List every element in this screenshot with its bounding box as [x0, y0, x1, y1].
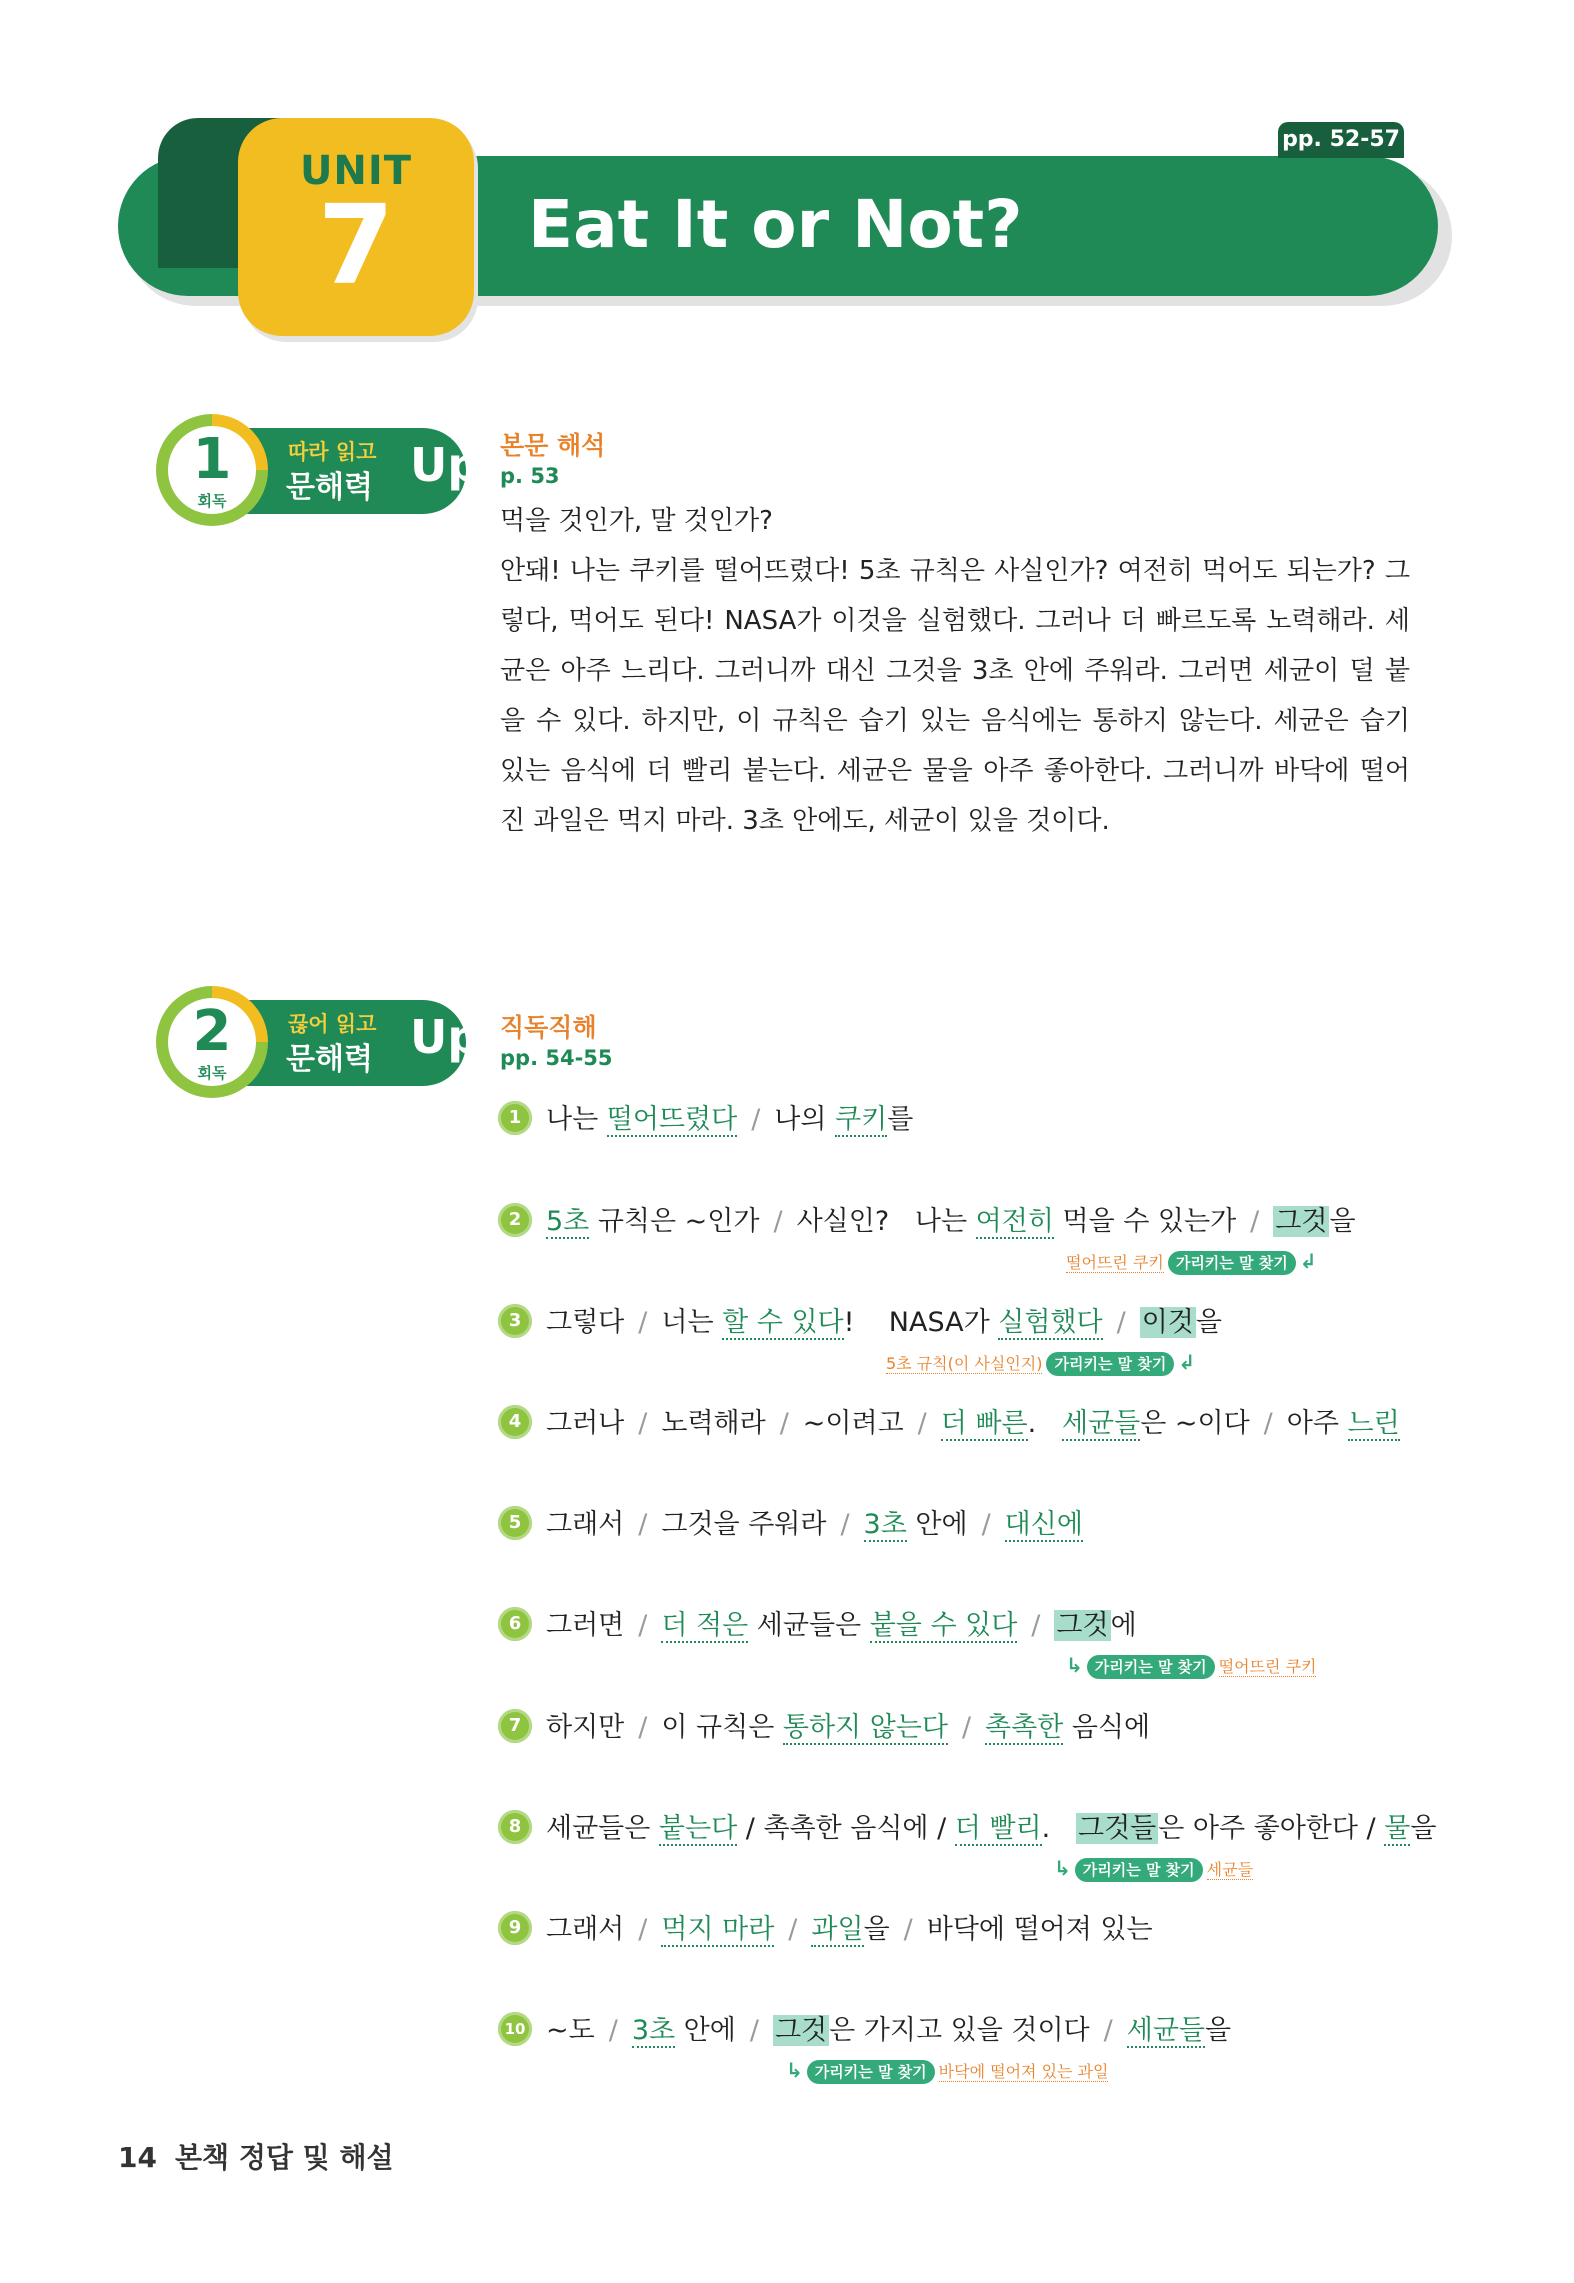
- chunk: 를: [887, 1104, 914, 1135]
- chunk: 그렇다: [546, 1307, 625, 1338]
- pronoun-highlight: 그것: [774, 2015, 828, 2046]
- annotation-2: [1066, 1247, 1316, 1275]
- referent: 바닥에 떨어져 있는 과일: [938, 2062, 1109, 2081]
- number-flower-icon: 3: [498, 1304, 532, 1338]
- chunk: 을: [863, 1914, 890, 1945]
- number-flower-icon: 5: [498, 1506, 532, 1540]
- page-footer: [118, 2136, 394, 2176]
- annotation-10: [786, 2056, 1108, 2084]
- chunk: 에: [1110, 1610, 1137, 1641]
- sentence-4: 4 그러나 / 노력해라 / ~이려고 / 더 빠른. 세균들은 ~이다 / 아주 느린: [498, 1402, 1400, 1446]
- session-number: 1: [192, 427, 232, 492]
- return-arrow-icon: ↲: [1178, 1350, 1196, 1374]
- badge-circle: [168, 998, 256, 1086]
- key-word: 먹지 마라: [661, 1914, 775, 1945]
- chunk: 은 가지고 있을 것이다: [829, 2015, 1090, 2046]
- unit-title: Eat It or Not?: [528, 186, 1023, 263]
- chunk: 하지만: [546, 1712, 625, 1743]
- session-sub: 회독: [197, 1064, 227, 1082]
- annotation-6: [1066, 1651, 1316, 1679]
- pronoun-highlight: 그것: [1056, 1610, 1109, 1641]
- key-word: 느린: [1347, 1408, 1400, 1439]
- section-title-translation: 본문 해석: [500, 431, 606, 460]
- chunk: 너는: [661, 1307, 714, 1338]
- annotation-8: [1054, 1854, 1253, 1882]
- number-flower-icon: 2: [498, 1203, 532, 1237]
- number-flower-icon: 1: [498, 1101, 532, 1135]
- chunk: 그래서: [546, 1914, 625, 1945]
- chunk: 그러나: [546, 1408, 625, 1439]
- sentence-10: 10 ~도 / 3초 안에 / 그것은 가지고 있을 것이다 / 세균들을: [498, 2009, 1231, 2053]
- sentence-6: 6 그러면 / 더 적은 세균들은 붙을 수 있다 / 그것에: [498, 1604, 1137, 1648]
- key-word: 붙을 수 있다: [869, 1610, 1018, 1641]
- sentence-9: 9 그래서 / 먹지 마라 / 과일을 / 바닥에 떨어져 있는: [498, 1908, 1153, 1952]
- pronoun-highlight: 그것들: [1077, 1813, 1157, 1844]
- unit-pages-tag: pp. 52-57: [1278, 122, 1404, 158]
- badge-circle: [168, 426, 256, 514]
- number-flower-icon: 4: [498, 1405, 532, 1439]
- chunk: 바닥에 떨어져 있는: [926, 1914, 1153, 1945]
- key-word: 실험했다: [998, 1307, 1103, 1338]
- chunk: 을: [1410, 1813, 1437, 1844]
- referent: 떨어뜨린 쿠키: [1066, 1253, 1164, 1272]
- annotation-3: [886, 1348, 1195, 1376]
- find-reference-tag: 가리키는 말 찾기: [807, 2060, 935, 2084]
- key-word: 대신에: [1004, 1509, 1083, 1540]
- chunk: NASA가: [888, 1307, 990, 1338]
- chunk: 그러면: [546, 1610, 625, 1641]
- key-word: 3초: [863, 1509, 907, 1540]
- unit-number: 7: [317, 181, 395, 309]
- chunk: ~도: [546, 2015, 595, 2046]
- session-number: 2: [192, 999, 232, 1064]
- key-word: 과일: [811, 1914, 864, 1945]
- key-word: 더 빠른: [940, 1408, 1028, 1439]
- session-2-badge: [156, 986, 481, 1098]
- key-word: 떨어뜨렸다: [606, 1104, 738, 1135]
- chunk: 나는: [914, 1206, 968, 1237]
- chunk: 아주: [1286, 1408, 1339, 1439]
- chunk: 노력해라: [661, 1408, 766, 1439]
- page-number: 14: [118, 2141, 157, 2174]
- chunk: 나는: [546, 1104, 599, 1135]
- number-flower-icon: 9: [498, 1911, 532, 1945]
- return-arrow-icon: ↲: [1299, 1249, 1317, 1273]
- down-right-arrow-icon: ↳: [1066, 1653, 1083, 1677]
- chunk: 세균들은: [546, 1813, 659, 1844]
- chunk: 음식에: [1063, 1712, 1151, 1743]
- down-right-arrow-icon: ↳: [786, 2058, 803, 2082]
- translation-body: 안돼! 나는 쿠키를 떨어뜨렸다! 5초 규칙은 사실인가? 여전히 먹어도 되는가? 그렇다, 먹어도 된다! NASA가 이것을 실험했다. 그러나 더 빠르도록 노력해라. 세균은 아주 느리다. 그러니까 대신 그것을 3초 안에 주워라. 그러면 세균이 덜 붙을 수 있다. 하지만, 이 규칙은 습기 있는 음식에는 통하지 않는다. 세균은 습기 있는 음식에 더 빨리 붙는다. 세균은 물을 아주 좋아한다. 그러니까 바닥에 떨어진 과일은 먹지 마라. 3초 안에도, 세균이 있을 것이다.: [500, 556, 1410, 836]
- down-right-arrow-icon: ↳: [1054, 1856, 1071, 1880]
- chunk: ~이려고: [802, 1408, 904, 1439]
- section-page: p. 53: [500, 464, 560, 488]
- chunk: 그것을 주워라: [661, 1509, 827, 1540]
- sentence-7: 7 하지만 / 이 규칙은 통하지 않는다 / 촉촉한 음식에: [498, 1706, 1150, 1750]
- key-word: 여전히: [975, 1206, 1054, 1237]
- number-flower-icon: 10: [498, 2012, 532, 2046]
- key-word: 더 적은: [661, 1610, 749, 1641]
- key-word: 통하지 않는다: [782, 1712, 948, 1743]
- up-icon: Up: [410, 1010, 481, 1064]
- unit-label: UNIT: [299, 148, 413, 194]
- chunk: / 촉촉한 음식에 /: [745, 1813, 947, 1844]
- pronoun-highlight: 이것: [1141, 1307, 1194, 1338]
- number-flower-icon: 6: [498, 1607, 532, 1641]
- chunk: 을: [1195, 1307, 1222, 1338]
- badge-line1: 따라 읽고: [288, 440, 377, 464]
- find-reference-tag: 가리키는 말 찾기: [1087, 1655, 1215, 1679]
- footer-label: 본책 정답 및 해설: [174, 2141, 394, 2174]
- find-reference-tag: 가리키는 말 찾기: [1075, 1858, 1203, 1882]
- find-reference-tag: 가리키는 말 찾기: [1046, 1352, 1174, 1376]
- sentence-2: 2 5초 규칙은 ~인가 / 사실인? 나는 여전히 먹을 수 있는가 / 그것을: [498, 1200, 1356, 1244]
- number-flower-icon: 8: [498, 1810, 532, 1844]
- chunk: 은 아주 좋아한다 /: [1158, 1813, 1376, 1844]
- chunk: 사실인?: [796, 1206, 890, 1237]
- pronoun-highlight: 그것: [1275, 1206, 1328, 1237]
- key-word: 촉촉한: [985, 1712, 1064, 1743]
- chunk: 그래서: [546, 1509, 625, 1540]
- translation-title: 먹을 것인가, 말 것인가?: [500, 506, 773, 536]
- key-word: 5초: [546, 1206, 590, 1237]
- sentence-5: 5 그래서 / 그것을 주워라 / 3초 안에 / 대신에: [498, 1503, 1083, 1547]
- chunk: !: [843, 1307, 855, 1338]
- session-1-badge: [156, 414, 481, 526]
- sentence-8: [498, 1807, 1436, 1851]
- section-title-reading: 직독직해: [500, 1013, 597, 1042]
- chunk: 안에: [675, 2015, 736, 2046]
- chunk: 은 ~이다: [1140, 1408, 1250, 1439]
- session-sub: 회독: [197, 492, 227, 510]
- chunk: 먹을 수 있는가: [1053, 1206, 1237, 1237]
- badge-line2: 문해력: [286, 470, 373, 505]
- number-flower-icon: 7: [498, 1709, 532, 1743]
- up-icon: Up: [410, 438, 481, 492]
- key-word: 할 수 있다: [722, 1307, 844, 1338]
- chunk: 규칙은 ~인가: [589, 1206, 760, 1237]
- unit-badge: [238, 118, 474, 336]
- key-word: 3초: [631, 2015, 676, 2046]
- chunk: .: [1027, 1408, 1037, 1439]
- referent: 5초 규칙(이 사실인지): [886, 1354, 1043, 1373]
- sentence-3: 3 그렇다 / 너는 할 수 있다! NASA가 실험했다 / 이것을: [498, 1301, 1222, 1345]
- chunk: 을: [1329, 1206, 1356, 1237]
- referent: 떨어뜨린 쿠키: [1218, 1657, 1317, 1676]
- chunk: 을: [1204, 2015, 1232, 2046]
- key-word: 쿠키: [835, 1104, 888, 1135]
- badge-line2: 문해력: [286, 1042, 373, 1077]
- referent: 세균들: [1206, 1860, 1254, 1879]
- key-word: 물: [1384, 1813, 1411, 1844]
- chunk: 이 규칙은: [661, 1712, 783, 1743]
- key-word: 세균들: [1126, 2015, 1205, 2046]
- chunk: .: [1041, 1813, 1051, 1844]
- find-reference-tag: 가리키는 말 찾기: [1168, 1251, 1296, 1275]
- section-page: pp. 54-55: [500, 1046, 613, 1070]
- chunk: 나의: [774, 1104, 827, 1135]
- sentence-1: 1 나는 떨어뜨렸다 / 나의 쿠키를: [498, 1098, 913, 1142]
- chunk: 안에: [906, 1509, 968, 1540]
- key-word: 세균들: [1061, 1408, 1141, 1439]
- key-word: 더 빨리: [954, 1813, 1042, 1844]
- badge-line1: 끊어 읽고: [288, 1012, 377, 1036]
- chunk: 세균들은: [748, 1610, 870, 1641]
- key-word: 붙는다: [658, 1813, 738, 1844]
